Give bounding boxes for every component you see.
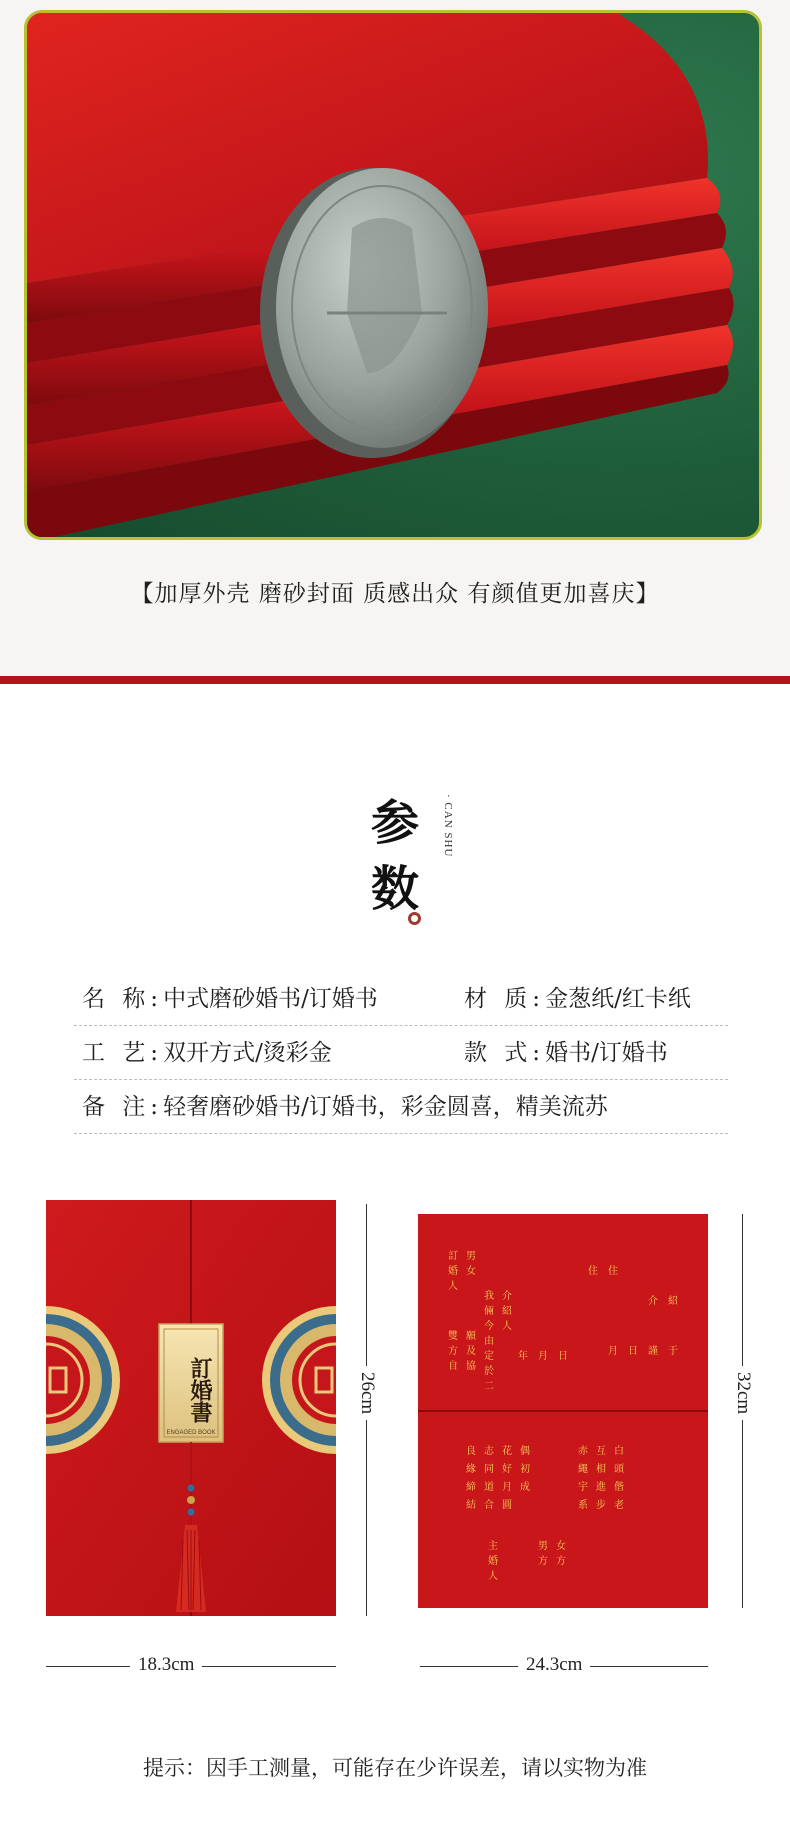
svg-text:由: 由 [484, 1336, 494, 1347]
cover-tag-subtitle: ENGAGED BOOK [166, 1430, 216, 1436]
width-dimension-left: 18.3cm [130, 1654, 202, 1676]
svg-text:紹: 紹 [668, 1296, 678, 1307]
svg-text:二: 二 [484, 1381, 494, 1392]
svg-text:今: 今 [484, 1321, 494, 1332]
spec-label: 款 式: [464, 1040, 546, 1066]
svg-text:謹: 謹 [648, 1346, 658, 1357]
svg-text:緣: 緣 [466, 1464, 476, 1475]
spec-value: 金葱纸/红卡纸 [545, 986, 691, 1012]
svg-text:方: 方 [448, 1346, 458, 1357]
spec-row [74, 972, 728, 1026]
svg-text:步: 步 [596, 1500, 606, 1511]
title-main: 参数 [370, 795, 419, 917]
svg-text:紹: 紹 [502, 1306, 512, 1317]
hero-section [0, 0, 790, 680]
spec-row [74, 1026, 728, 1080]
measurement-tip: 提示：因手工测量，可能存在少许误差，请以实物为准 [143, 1756, 647, 1780]
svg-text:介: 介 [648, 1296, 658, 1307]
spec-cell-note [82, 1080, 608, 1134]
svg-text:我: 我 [484, 1291, 494, 1302]
svg-text:日: 日 [558, 1351, 568, 1362]
svg-text:初: 初 [520, 1464, 530, 1475]
svg-text:主: 主 [488, 1541, 498, 1552]
svg-text:好: 好 [502, 1464, 512, 1475]
svg-text:自: 自 [448, 1361, 458, 1372]
svg-text:男: 男 [538, 1541, 548, 1552]
spec-cell-style [464, 1026, 668, 1080]
svg-text:月: 月 [502, 1482, 512, 1493]
svg-text:於: 於 [484, 1366, 494, 1377]
svg-text:定: 定 [484, 1351, 494, 1362]
spec-value: 轻奢磨砂婚书/订婚书，彩金圆喜，精美流苏 [163, 1094, 608, 1120]
svg-text:訂: 訂 [448, 1251, 458, 1262]
spec-table [74, 972, 728, 1134]
svg-text:進: 進 [596, 1482, 606, 1493]
spec-label: 名 称: [82, 986, 164, 1012]
svg-text:繩: 繩 [578, 1464, 588, 1475]
hero-photo-illustration [27, 13, 762, 540]
title-subtitle: · CAN SHU [442, 794, 454, 858]
spec-value: 婚书/订婚书 [545, 1040, 668, 1066]
svg-text:于: 于 [668, 1346, 678, 1357]
svg-text:婚: 婚 [488, 1556, 498, 1567]
svg-text:花: 花 [502, 1446, 512, 1457]
svg-text:互: 互 [596, 1446, 606, 1457]
svg-text:人: 人 [488, 1571, 498, 1582]
height-dimension-left: 26cm [356, 1366, 378, 1420]
svg-text:女: 女 [556, 1541, 566, 1552]
svg-text:協: 協 [466, 1361, 476, 1372]
inside-illustration [418, 1214, 708, 1608]
svg-text:月: 月 [538, 1351, 548, 1362]
svg-text:住: 住 [608, 1266, 618, 1277]
svg-text:良: 良 [466, 1446, 476, 1457]
svg-text:人: 人 [448, 1281, 458, 1292]
svg-text:成: 成 [520, 1482, 530, 1493]
hero-caption: 【加厚外壳 磨砂封面 质感出众 有颜值更加喜庆】 [130, 581, 660, 607]
svg-text:女: 女 [466, 1266, 476, 1277]
spec-cell-name [82, 972, 378, 1026]
svg-text:相: 相 [596, 1464, 606, 1475]
svg-text:宇: 宇 [578, 1482, 588, 1493]
svg-text:系: 系 [578, 1500, 588, 1511]
svg-text:及: 及 [466, 1346, 476, 1357]
svg-text:住: 住 [588, 1266, 598, 1277]
spec-label: 工 艺: [82, 1040, 164, 1066]
spec-label: 材 质: [464, 986, 546, 1012]
title-dot-ornament [408, 912, 421, 925]
width-dimension-right: 24.3cm [518, 1654, 590, 1676]
svg-text:方: 方 [538, 1556, 548, 1567]
svg-text:白: 白 [614, 1446, 624, 1457]
product-cover-image [46, 1200, 336, 1616]
svg-text:締: 締 [466, 1482, 476, 1493]
svg-text:願: 願 [466, 1331, 476, 1342]
svg-text:雙: 雙 [448, 1331, 458, 1342]
section-title [360, 790, 480, 940]
spec-cell-craft [82, 1026, 332, 1080]
svg-text:偶: 偶 [520, 1446, 530, 1457]
spec-value: 中式磨砂婚书/订婚书 [163, 986, 378, 1012]
spec-label: 备 注: [82, 1094, 164, 1120]
svg-text:志: 志 [484, 1446, 494, 1457]
spec-value: 双开方式/烫彩金 [163, 1040, 332, 1066]
spec-row [74, 1080, 728, 1134]
cover-tag-title: 訂婚書 [187, 1357, 213, 1423]
svg-text:同: 同 [484, 1464, 494, 1475]
svg-text:人: 人 [502, 1321, 512, 1332]
svg-text:赤: 赤 [578, 1446, 588, 1457]
svg-text:道: 道 [484, 1482, 494, 1493]
svg-text:方: 方 [556, 1556, 566, 1567]
svg-text:日: 日 [628, 1346, 638, 1357]
svg-text:頭: 頭 [614, 1464, 624, 1475]
svg-text:圓: 圓 [502, 1500, 512, 1511]
hero-photo [24, 10, 762, 540]
svg-text:老: 老 [614, 1500, 624, 1511]
height-dimension-right: 32cm [732, 1366, 754, 1420]
svg-text:結: 結 [466, 1500, 476, 1511]
svg-text:月: 月 [608, 1346, 618, 1357]
svg-text:介: 介 [502, 1291, 512, 1302]
svg-text:年: 年 [518, 1351, 528, 1362]
svg-text:婚: 婚 [448, 1266, 458, 1277]
product-inside-image [418, 1214, 708, 1608]
spec-cell-material [464, 972, 691, 1026]
svg-text:偕: 偕 [614, 1482, 624, 1493]
svg-text:合: 合 [484, 1500, 494, 1511]
svg-text:男: 男 [466, 1251, 476, 1262]
svg-text:倆: 倆 [484, 1306, 494, 1317]
section-divider [0, 676, 790, 684]
